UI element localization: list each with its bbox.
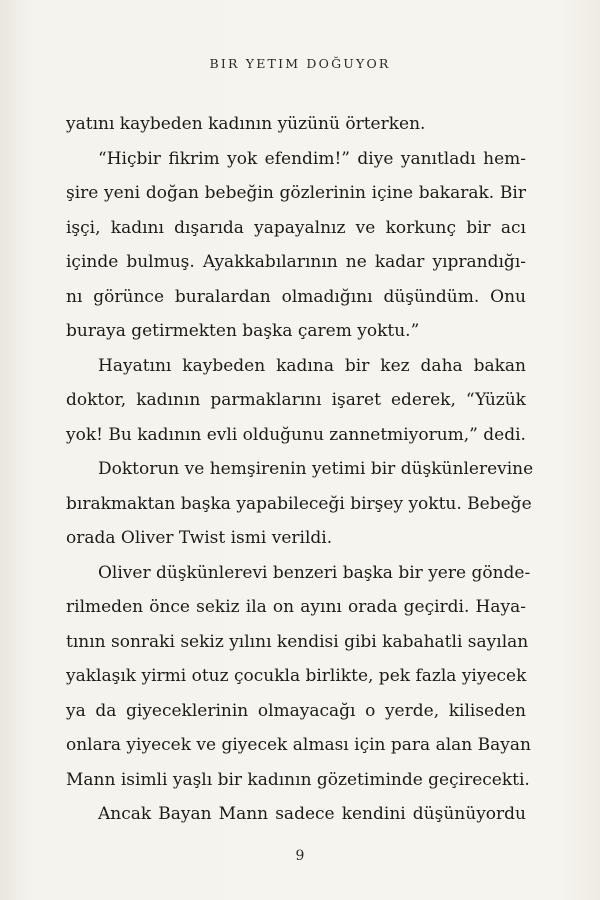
text-line: tının sonraki sekiz yılını kendisi gibi kabahatli sayılan bbox=[66, 631, 529, 652]
text-line: rilmeden önce sekiz ila on ayını orada geçirdi. Haya- bbox=[66, 597, 526, 617]
text-line: yatını kaybeden kadının yüzünü örterken. bbox=[66, 114, 426, 134]
text-line: Oliver düşkünlerevi benzeri başka bir yere gönde- bbox=[98, 562, 531, 583]
text-line: nı görünce buralardan olmadığını düşündüm. Onu bbox=[66, 286, 526, 307]
text-line: Mann isimli yaşlı bir kadının gözetiminde geçirecekti. bbox=[66, 769, 530, 790]
text-line: Ancak Bayan Mann sadece kendini düşünüyordu bbox=[98, 804, 526, 824]
text-line: onlara yiyecek ve giyecek alması için para alan Bayan bbox=[66, 735, 531, 755]
text-line: işçi, kadını dışarıda yapayalnız ve korkunç bir acı bbox=[66, 217, 526, 238]
running-head: BIR YETIM DOĞUYOR bbox=[209, 56, 391, 71]
body-text bbox=[66, 107, 534, 832]
text-line: ya da giyeceklerinin olmayacağı o yerde, kiliseden bbox=[66, 700, 526, 721]
text-line: Doktorun ve hemşirenin yetimi bir düşkünlerevine bbox=[98, 459, 534, 479]
page-number: 9 bbox=[295, 848, 305, 864]
text-line: şire yeni doğan bebeğin gözlerinin içine bakarak. Bir bbox=[66, 183, 526, 203]
text-line: “Hiçbir fikrim yok efendim!” diye yanıtladı hem- bbox=[98, 148, 526, 169]
text-line: doktor, kadının parmaklarını işaret ederek, “Yüzük bbox=[66, 390, 526, 410]
text-line: yaklaşık yirmi otuz çocukla birlikte, pek fazla yiyecek bbox=[66, 666, 527, 686]
text-line: bırakmaktan başka yapabileceği birşey yoktu. Bebeğe bbox=[66, 493, 532, 514]
text-line: orada Oliver Twist ismi verildi. bbox=[66, 528, 333, 548]
text-line: Hayatını kaybeden kadına bir kez daha bakan bbox=[98, 355, 526, 376]
text-line: içinde bulmuş. Ayakkabılarının ne kadar yıprandığı- bbox=[66, 252, 526, 272]
text-line: yok! Bu kadının evli olduğunu zannetmiyorum,” dedi. bbox=[66, 424, 526, 445]
text-line: buraya getirmekten başka çarem yoktu.” bbox=[66, 321, 420, 341]
